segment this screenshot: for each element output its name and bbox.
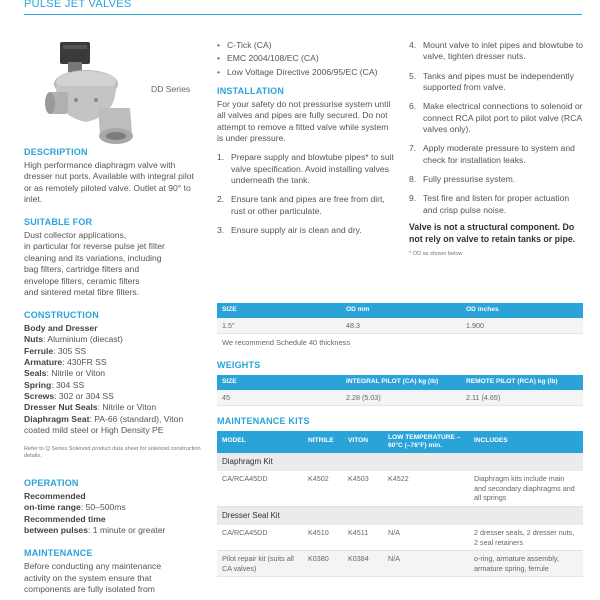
od-footnote: * OD as shown below	[409, 251, 463, 258]
table-row: CA/RCA45DD K4510 K4511 N/A 2 dresser seals, 2 dresser nuts, 2 seal retainers	[217, 525, 583, 551]
construction-item: Diaphragm Seat: PA-66 (standard), Viton	[24, 413, 184, 424]
remote-pilot-header: REMOTE PILOT (RCA) kg (lb)	[461, 375, 583, 390]
kit-group-row: Dresser Seal Kit	[217, 506, 583, 525]
size-table	[217, 303, 583, 334]
construction-item: Ferrule: 305 SS	[24, 345, 87, 356]
valve-image	[40, 38, 152, 148]
maintenance-line: components are fully isolated from	[24, 583, 155, 594]
kit-group-row: Diaphragm Kit	[217, 453, 583, 472]
construction-item: Nuts: Aluminium (diecast)	[24, 334, 123, 345]
installation-steps-continued	[409, 40, 584, 216]
construction-item: coated mild steel or High Density PE	[24, 425, 164, 436]
installation-step: 2. Ensure tank and pipes are free from dirt, rust or other particulate.	[217, 194, 385, 216]
installation-step: 7. Apply moderate pressure to system and check for installation leaks.	[409, 143, 575, 165]
left-column	[24, 147, 202, 595]
suitable-line: envelope filters, ceramic filters	[24, 275, 140, 286]
model-header: MODEL	[217, 431, 303, 453]
suitable-line: and sintered metal fibre filters.	[24, 286, 140, 297]
between-label: between pulses	[24, 524, 88, 535]
schedule-note: We recommend Schedule 40 thickness	[222, 338, 351, 348]
construction-note: Refer to Q Series Solenoid product data sheet for solenoid construction details.	[24, 445, 201, 459]
size-table-block	[217, 303, 583, 352]
maintenance-title: MAINTENANCE	[24, 548, 93, 559]
middle-column	[217, 40, 397, 244]
construction-item: Screws: 302 or 304 SS	[24, 391, 114, 402]
construction-item: Armature: 430FR SS	[24, 357, 107, 368]
table-row: Pilot repair kit (suits all CA valves) K0380 K0384 N/A o-ring, armature assembly, armature spring, ferrule	[217, 551, 583, 577]
between-value: : 1 minute or greater	[88, 524, 166, 535]
installation-step: 1. Prepare supply and blowtube pipes* to suit valve specification. Avoid installing valves underneath the tank.	[217, 152, 394, 185]
od-mm-header: OD mm	[341, 303, 461, 318]
approval-item: • C-Tick (CA)	[217, 40, 397, 51]
lowtemp-header: LOW TEMPERATURE –60°C (–76°F) min.	[383, 431, 469, 453]
maintenance-line: Before conducting any maintenance	[24, 561, 162, 572]
operation-rectime: Recommended time	[24, 513, 106, 524]
integral-pilot-header: INTEGRAL PILOT (CA) kg (lb)	[341, 375, 461, 390]
operation-recommended: Recommended	[24, 490, 86, 501]
suitable-line: Dust collector applications,	[24, 230, 127, 241]
suitable-title: SUITABLE FOR	[24, 217, 93, 228]
kits-table	[217, 431, 583, 577]
construction-item: Spring: 304 SS	[24, 379, 85, 390]
installation-step: 3. Ensure supply air is clean and dry.	[217, 225, 362, 235]
approvals-list	[217, 40, 397, 78]
weights-block	[217, 360, 583, 406]
description-title: DESCRIPTION	[24, 147, 88, 157]
installation-steps	[217, 152, 397, 236]
maintenance-line: activity on the system ensure that	[24, 572, 152, 583]
installation-intro: For your safety do not pressurise system until all valves and pipes are fully secured. Do not attempt to remove a fitted valve while system is under pressure.	[217, 98, 391, 143]
construction-item: Seals: Nitrile or Viton	[24, 368, 106, 379]
od-inches-header: OD inches	[461, 303, 583, 318]
construction-item: Body and Dresser	[24, 323, 98, 334]
includes-header: INCLUDES	[469, 431, 583, 453]
approval-item: • EMC 2004/108/EC (CA)	[217, 53, 397, 64]
construction-item: Dresser Nut Seals: Nitrile or Viton	[24, 402, 157, 413]
header-rule	[24, 14, 582, 15]
approval-item: • Low Voltage Directive 2006/95/EC (CA)	[217, 67, 397, 78]
size-header: SIZE	[217, 303, 341, 318]
weights-table	[217, 375, 583, 406]
suitable-line: cleaning and its variations, including	[24, 252, 162, 263]
kits-block	[217, 416, 583, 577]
table-row: CA/RCA45DD K4502 K4503 K4522 Diaphragm kits include main and secondary diaphragms and all springs	[217, 471, 583, 506]
construction-title: CONSTRUCTION	[24, 310, 99, 321]
ontime-label: on-time range	[24, 502, 81, 513]
right-column	[409, 40, 584, 259]
installation-step: 4. Mount valve to inlet pipes and blowtube to valve, tighten dresser nuts.	[409, 40, 584, 62]
installation-step: 8. Fully pressurise system.	[409, 174, 516, 185]
installation-step: 9. Test fire and listen for proper actuation and crisp pulse noise.	[409, 193, 570, 215]
page-header-title: PULSE JET VALVES	[24, 0, 132, 10]
weights-size-header: SIZE	[217, 375, 341, 390]
description-text: High performance diaphragm valve with dresser nut ports. Available with integral pilot or as remotely piloted valve. Outlet at 90° to inlet.	[24, 159, 194, 204]
nitrile-header: NITRILE	[303, 431, 343, 453]
series-label: DD Series	[151, 84, 191, 94]
installation-step: 6. Make electrical connections to solenoid or connect RCA pilot port to pilot valve (RCA valves only).	[409, 101, 583, 135]
table-row: 45 2.28 (5.03) 2.11 (4.65)	[217, 390, 583, 406]
kits-title: MAINTENANCE KITS	[217, 416, 310, 426]
viton-header: VITON	[343, 431, 383, 453]
suitable-line: bag filters, cartridge filters and	[24, 264, 140, 275]
suitable-line: in particular for reverse pulse jet filter	[24, 241, 165, 252]
installation-title: INSTALLATION	[217, 86, 285, 97]
operation-title: OPERATION	[24, 478, 79, 489]
table-row: 1.5" 48.3 1.900	[217, 318, 583, 334]
weights-title: WEIGHTS	[217, 360, 261, 370]
structural-warning: Valve is not a structural component. Do not rely on valve to retain tanks or pipe.	[409, 222, 576, 244]
ontime-value: : 50–500ms	[80, 502, 126, 513]
installation-step: 5. Tanks and pipes must be independently supported from valve.	[409, 70, 574, 93]
